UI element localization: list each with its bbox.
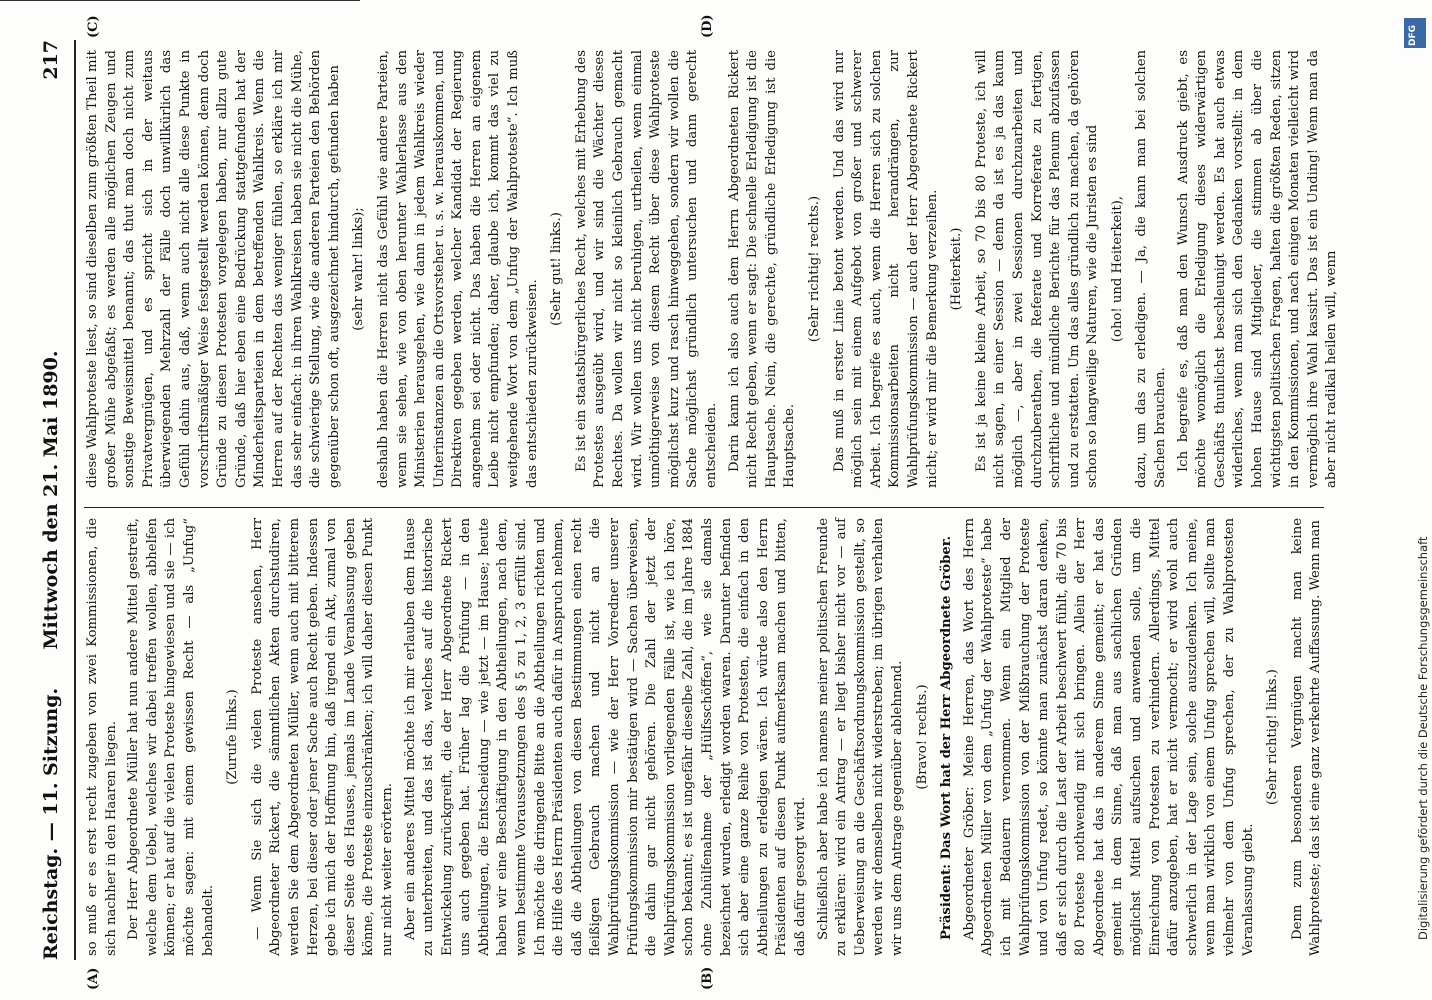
paragraph: Schließlich aber habe ich namens meiner politischen Freunde zu erklären: wird ein Antrag — er liegt bisher nicht vor — auf Ueberweisung an die Geschäftsordnungskommission gestellt, so werden wir demselben nicht widerstreben; im übrigen verhalten wir uns dem Antrage gegenüber ablehnend. [815,518,905,956]
dfg-logo: DFG [1404,18,1426,48]
margin-marker-a: (A) [86,967,101,990]
paragraph: Denn zum besonderen Vergnügen macht man keine Wahlproteste; das ist eine ganz verkehrte Auffassung. Wenn man [1289,518,1324,956]
header-date: Mittwoch den 21. Mai 1890. [40,350,62,650]
running-header [40,40,70,960]
paragraph: Abgeordneter Gröber: Meine Herren, das Wort des Herrn Abgeordneten Müller von dem „Unfug der Wahlproteste“ habe ich mit Bedauern vernommen. Wenn ein Mitglied der Wahlprüfungskommission von der Mißbrauchung der Proteste und von Unfug redet, so könnte man zunächst daran denken, daß er sich durch die Last der Arbeit beschwert fühlt, die 70 bis 80 Proteste nothwendig mit sich bringen. Allein der Herr Abgeordnete hat das in anderem Sinne gemeint; er hat das gemeint in dem Sinne, daß man aus sachlichen Gründen möglichst Mittel aufsuchen und anwenden solle, um die Einreichung von Protesten zu verhindern. Allerdings, Mittel dafür anzugeben, hat er nicht vermocht; er wird wohl auch schwerlich in der Lage sein, solche auszudenken. Ich meine, wenn man wirklich von einem Unfug sprechen will, sollte man vielmehr von dem Unfug sprechen, der zu Wahlprotesten Veranlassung giebt. [961,518,1256,956]
paragraph: Es ist ja keine kleine Arbeit, so 70 bis 80 Proteste, ich will nicht sagen, in einer Session — denn da ist es ja das kaum möglich —, aber in zwei Sessionen durchzuarbeiten und durchzuberathen, die Referate und Korreferate zu fertigen, schriftliche und mündliche Berichte für das Plenum abzufassen und zu erstatten. Um das alles gründlich zu machen, da gehören schon so langweilige Naturen, wie die Juristen es sind [973,50,1101,488]
paragraph: dazu, um das zu erledigen. — Ja, die kann man bei solchen Sachen brauchen. [1134,50,1169,488]
speaker-line: Präsident: Das Wort hat der Herr Abgeordnete Gröber. [939,535,955,940]
paragraph: — Wenn Sie sich die vielen Proteste ansehen, Herr Abgeordneter Rickert, die sämmtlichen Akten durchstudiren, werden Sie dem Abgeordneten Müller, wenn auch mit bitterem Herzen, bei dieser oder jener Sache auch Recht geben. Indessen gebe ich mich der Hoffnung hin, daß irgend ein Akt, zumal von dieser Seite des Hauses, jemals im Lande Veranlassung geben könne, die Proteste einzuschränken; ich will daher diesen Punkt nur nicht weiter erörtern. [249,518,395,956]
interjection: (oho! und Heiterkeit), [1109,195,1125,343]
interjection: (Sehr richtig! rechts.) [806,195,822,343]
interjection: (Heiterkeit.) [949,227,965,311]
margin-marker-d: (D) [700,14,715,38]
interjection: (Sehr gut! links.) [549,212,565,326]
paragraph: deshalb haben die Herren nicht das Gefühl wie andere Parteien, wenn sie sehen, wie von oben herunter Wahlerlasse aus den Ministerien herausgehen, wie dann in jedem Wahlkreis wieder Unterinstanzen an die Ortsvorsteher u. s. w. herauskommen, und Direktiven gegeben werden, welcher Kandidat der Regierung angenehm sei oder nicht. Das haben die Herren an eigenem Leibe nicht empfunden; daher, glaube ich, kommt das viel zu weitgehende Wort von dem „Unfug der Wahlproteste“. Ich muß das entschieden zurückweisen. [375,50,540,488]
paragraph: diese Wahlproteste liest, so sind dieselben zum größten Theil mit großer Mühe abgefaßt; es werden alle möglichen Zeugen und sonstige Beweismittel benannt; das thut man doch nicht zum Privatvergnügen, und es spricht sich in der weitaus überwiegenden Mehrzahl der Fälle doch unwillkürlich das Gefühl dahin aus, daß, wenn auch nicht alle diese Punkte in vorschriftsmäßiger Weise festgestellt werden können, denn doch Gründe zu diesen Protesten vorgelegen haben, nur allzu gute Gründe, daß hier eben eine Bedrückung stattgefunden hat der Minderheitsparteien in dem betreffenden Wahlkreis. Wenn die Herren auf der Rechten das weniger fühlen, so erkläre ich mir das sehr einfach: in ihren Wahlkreisen haben sie nicht die Mühe, die schwierige Stellung, wie die anderen Parteien den Behörden gegenüber schon oft, ausgezeichnet hindurch, gefunden haben [85,50,342,488]
interjection: (Zurufe links.) [225,689,241,785]
column-divider [84,507,1324,508]
left-column [84,518,1324,956]
paragraph: Darin kann ich also auch dem Herrn Abgeordneten Rickert nicht Recht geben, wenn er sagt: Die schnelle Erledigung ist die Hauptsache. Nein, die gerechte, gründliche Erledigung ist die Hauptsache. [726,50,798,488]
header-left: Reichstag. — 11. Sitzung. [40,687,62,960]
paragraph: Es ist ein staatsbürgerliches Recht, welches mit Erhebung des Protestes ausgeübt wird, und wir sind die Wächter dieses Rechtes. Da wollen wir nicht so kleinlich Gebrauch gemacht wird. Wir wollen uns nicht beruhigen, urtheilen, wenn einmal unnöthigerweise von diesem Recht über diese Wahlproteste möglichst kurz und rasch hinweggehen, sondern wir wollen die Sache möglichst gründlich untersuchen und dann gerecht entscheiden. [573,50,719,488]
paragraph: Der Herr Abgeordnete Müller hat nun andere Mittel gestreift, welche dem Uebel, welches wir dabei treffen wollen, abhelfen können; er hat auf die vielen Proteste hingewiesen und sie — ich möchte sagen: mit einem gewissen Recht — als „Unfug“ behandelt. [126,518,216,956]
right-column [84,50,1340,488]
paragraph: Aber ein anderes Mittel möchte ich mir erlauben dem Hause zu unterbreiten, und das ist das, welches auf die historische Entwickelung zurückgreift, die der Herr Abgeordnete Rickert uns auch gegeben hat. Früher lag die Prüfung — in den Abtheilungen, die Entscheidung — wie jetzt — im Hause; heute haben wir eine Beschäftigung in den Abtheilungen, nach dem, wenn bestimmte Voraussetzungen des § 5 zu 1, 2, 3 erfüllt sind. Ich möchte die dringende Bitte an die Abtheilungen richten und die Hilfe des Herrn Präsidenten auch dafür in Anspruch nehmen, daß die Abtheilungen von diesen Bestimmungen einen recht fleißigen Gebrauch machen und nicht an die Wahlprüfungskommission — wie der Herr Vorredner unserer Prüfungskommission mir bestätigen wird — Sachen überweisen, die dahin gar nicht gehören. Die Zahl der jetzt der Wahlprüfungskommission vorliegenden Fälle ist, wie ich höre, schon bekannt; es ist ungefähr dieselbe Zahl, die im Jahre 1884 ohne Zuhülfenahme der „Hülfsschöffen“, wie sie damals bezeichnet wurden, erledigt worden waren. Darunter befinden sich aber eine ganze Reihe von Protesten, die einfach in den Abtheilungen zu erledigen wären. Ich würde also den Herrn Präsidenten auf diesen Punkt aufmerksam machen und bitten, daß dafür gesorgt wird. [402,518,808,956]
paragraph: Ich begreife es, daß man den Wunsch Ausdruck giebt, es möchte womöglich die Erledigung dieses widerwärtigen Geschäfts thunlichst beschleunigt werden. Es hat auch etwas widerliches, wenn man sich den Gedanken vorstellt: in dem hohen Hause sind Mitglieder, die stimmen ab über die wichtigsten politischen Fragen, halten die größten Reden, sitzen in den Kommissionen, und nach einigen Monaten vielleicht wird vermöglich ihre Wahl kassirt. Das ist ein Unding! Wenn man da aber nicht radikal heilen will, wenn [1175,50,1340,488]
page-number: 217 [40,40,62,80]
paragraph: Das muß in erster Linie betont werden. Und das wird nur möglich sein mit einem Aufgebot von großer und schwerer Arbeit. Ich begreife es auch, wenn die Herren sich zu solchen Kommissionsarbeiten nicht herandrängen, zur Wahlprüfungskommission — auch der Herr Abgeordnete Rickert nicht; er wird mir die Bemerkung verzeihen. [831,50,940,488]
margin-marker-b: (B) [700,966,715,990]
paragraph: so muß er es erst recht zugeben von zwei Kommissionen, die sich nachher in den Haaren liegen. [85,518,119,956]
digitization-credit: Digitalisierung gefördert durch die Deutsche Forschungsgemeinschaft [1416,536,1430,940]
header-rule [74,40,76,960]
interjection: (sehr wahr! links); [351,207,367,331]
interjection: (Bravo! rechts.) [914,684,930,790]
margin-marker-c: (C) [86,15,101,38]
interjection: (Sehr richtig! links.) [1265,669,1281,805]
